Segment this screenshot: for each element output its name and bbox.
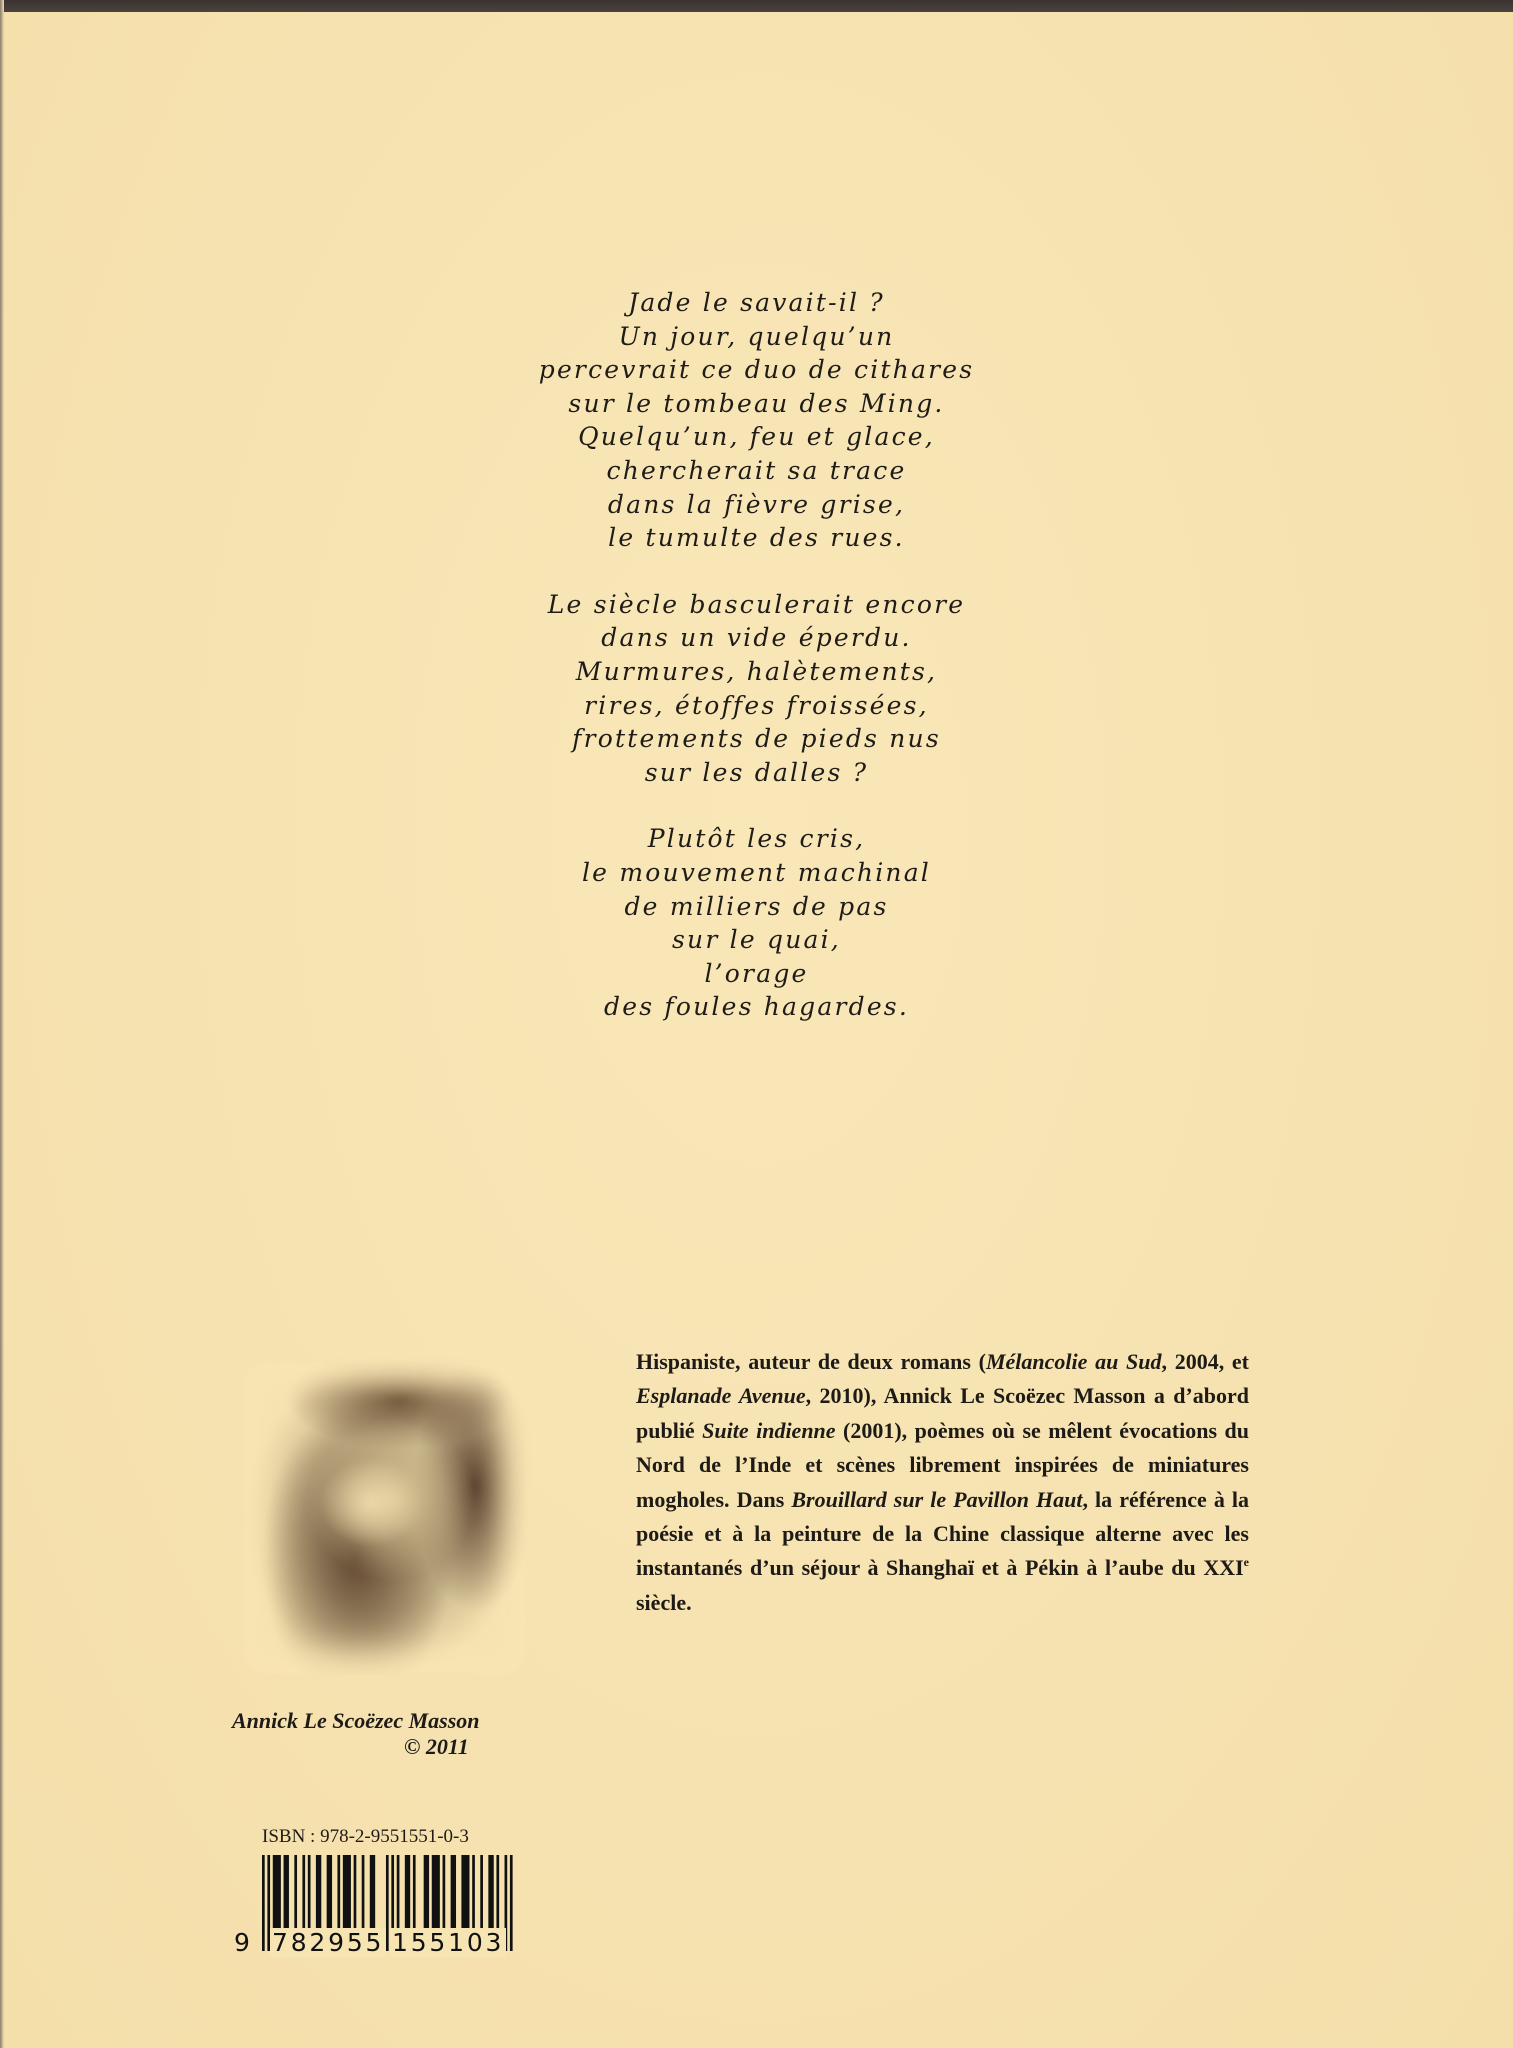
book-title-suite-indienne: Suite indienne <box>702 1417 836 1443</box>
poem-line: sur le tombeau des Ming. <box>568 388 945 418</box>
poem-line: sur les dalles ? <box>644 757 869 787</box>
bio-text: Hispaniste, auteur de deux romans ( <box>636 1349 986 1374</box>
poem-line: Murmures, halètements, <box>575 656 938 686</box>
poem-stanza-1 <box>300 286 1213 555</box>
bio-text: , la référence à la poésie et à la peinture de la Chine classique alterne avec les instantanés d’un séjour à Shanghaï et à Pékin à l’aube du XXI <box>636 1486 1250 1581</box>
poem-line: Jade le savait-il ? <box>628 288 885 317</box>
copyright-notice: © 2011 <box>404 1734 469 1759</box>
poem-line: l’orage <box>704 958 809 988</box>
poem-line: frottements de pieds nus <box>572 724 941 754</box>
cover-left-edge <box>0 0 4 2048</box>
barcode-digits <box>234 1928 534 1968</box>
poem-line: percevrait ce duo de cithares <box>538 355 975 385</box>
isbn-label: ISBN : 978-2-9551551-0-3 <box>262 1826 469 1847</box>
photo-caption <box>232 1708 552 1760</box>
book-title-esplanade: Esplanade Avenue <box>636 1383 806 1409</box>
poem-line: Le siècle basculerait encore <box>547 589 966 619</box>
bio-text: siècle. <box>636 1589 692 1615</box>
book-title-brouillard: Brouillard sur le Pavillon Haut <box>791 1486 1083 1512</box>
bio-text: , 2010), Annick Le Scoëzec Masson a d’abord publié <box>636 1383 1249 1443</box>
poem-line: rires, étoffes froissées, <box>584 690 929 720</box>
poem-line: Plutôt les cris, <box>647 824 866 854</box>
barcode-left-digits: 782955 <box>272 1928 385 1957</box>
poem-line: chercherait sa trace <box>606 455 907 485</box>
poem-line: le tumulte des rues. <box>608 523 905 553</box>
barcode-right-digits: 155103 <box>392 1928 505 1957</box>
century-superscript: e <box>1243 1555 1249 1570</box>
cover-top-edge <box>0 0 1513 12</box>
author-photo <box>244 1362 526 1674</box>
poem-line: le mouvement machinal <box>581 857 932 887</box>
poem-line: Un jour, quelqu’un <box>618 321 895 351</box>
poem-line: de milliers de pas <box>624 891 889 921</box>
poem-stanza-3 <box>300 822 1213 1024</box>
poem-line: des foules hagardes. <box>604 992 909 1022</box>
poem-line: dans la fièvre grise, <box>607 489 906 519</box>
bio-text: , 2004, et <box>1161 1349 1249 1374</box>
bio-text: (2001), poèmes où se mêlent évocations du Nord de l’Inde et scènes librement inspirées de miniatures mogholes. Dans <box>636 1417 1249 1512</box>
poem-stanza-2 <box>300 588 1213 790</box>
poem-line: dans un vide éperdu. <box>601 623 912 653</box>
author-name: Annick Le Scoëzec Masson <box>232 1708 480 1733</box>
poem <box>300 286 1213 1024</box>
barcode-first-digit: 9 <box>234 1928 253 1957</box>
book-title-melancolie: Mélancolie au Sud <box>985 1349 1162 1374</box>
poem-line: Quelqu’un, feu et glace, <box>578 422 935 452</box>
author-bio <box>636 1345 1249 1620</box>
poem-line: sur le quai, <box>672 925 841 955</box>
